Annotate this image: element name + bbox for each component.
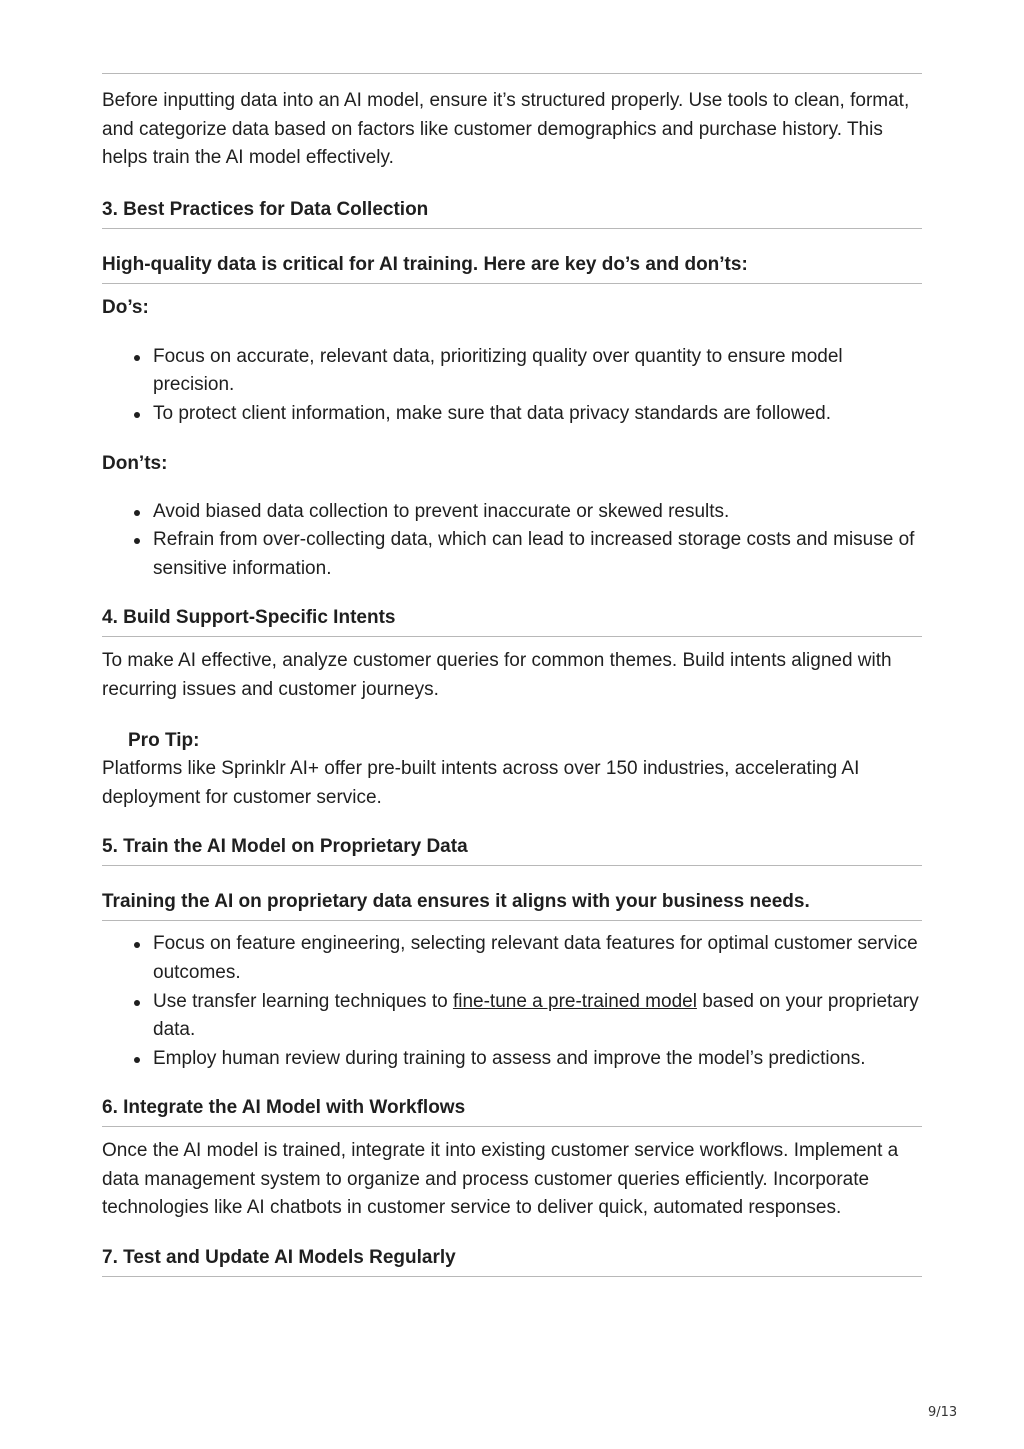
section-5-subheading-block xyxy=(102,890,922,921)
dos-list xyxy=(102,343,922,429)
section-3-subheading: High-quality data is critical for AI training. Here are key do’s and don’ts: xyxy=(102,253,748,275)
fine-tune-link[interactable]: fine-tune a pre-trained model xyxy=(452,990,697,1012)
page-number: 9/13 xyxy=(928,1405,958,1420)
list-item: Refrain from over-collecting data, which can lead to increased storage costs and misuse of sensitive information. xyxy=(153,526,922,583)
top-divider xyxy=(102,73,922,74)
section-3-heading-block xyxy=(102,198,922,229)
section-6-heading: 6. Integrate the AI Model with Workflows xyxy=(102,1097,466,1119)
list-item-text: Use transfer learning techniques to xyxy=(153,990,453,1012)
list-item: Avoid biased data collection to prevent inaccurate or skewed results. xyxy=(153,498,922,527)
intro-paragraph: Before inputting data into an AI model, ensure it’s structured properly. Use tools to clean, format, and categorize data based on factors like customer demographics and purchase history. This helps train the AI model effectively. xyxy=(102,90,910,169)
pro-tip-text: Platforms like Sprinklr AI+ offer pre-built intents across over 150 industries, accelerating AI deployment for customer service. xyxy=(102,758,860,808)
list-item: Focus on accurate, relevant data, prioritizing quality over quantity to ensure model precision. xyxy=(153,343,922,400)
section-6-paragraph: Once the AI model is trained, integrate it into existing customer service workflows. Implement a data management system to organize and process customer queries efficiently. Incorporate technologies like AI chatbots in customer service to deliver quick, automated responses. xyxy=(102,1140,899,1219)
section-7-heading: 7. Test and Update AI Models Regularly xyxy=(102,1247,456,1269)
list-item: To protect client information, make sure that data privacy standards are followed. xyxy=(153,400,922,429)
donts-list xyxy=(102,498,922,584)
list-item-text: based on your proprietary data. xyxy=(153,990,919,1041)
donts-label: Don’ts: xyxy=(102,452,168,474)
section-3-subheading-block xyxy=(102,253,922,284)
section-4-heading: 4. Build Support-Specific Intents xyxy=(102,607,396,629)
section-5-subheading: Training the AI on proprietary data ensures it aligns with your business needs. xyxy=(102,891,810,913)
list-item: Employ human review during training to assess and improve the model’s predictions. xyxy=(153,1045,922,1074)
section-6-heading-block xyxy=(102,1096,922,1127)
pro-tip-label: Pro Tip: xyxy=(128,729,200,751)
list-item: Focus on feature engineering, selecting relevant data features for optimal customer service outcomes. xyxy=(153,930,922,987)
section-5-heading: 5. Train the AI Model on Proprietary Data xyxy=(102,836,468,858)
dos-label: Do’s: xyxy=(102,296,149,318)
document-page xyxy=(102,73,922,1277)
section-3-heading: 3. Best Practices for Data Collection xyxy=(102,198,429,220)
section-4-heading-block xyxy=(102,606,922,637)
section-5-heading-block xyxy=(102,835,922,866)
training-list xyxy=(102,930,922,1073)
list-item-with-link xyxy=(153,988,922,1045)
section-4-paragraph: To make AI effective, analyze customer queries for common themes. Build intents aligned with recurring issues and customer journeys. xyxy=(102,650,892,700)
section-7-heading-block xyxy=(102,1246,922,1277)
